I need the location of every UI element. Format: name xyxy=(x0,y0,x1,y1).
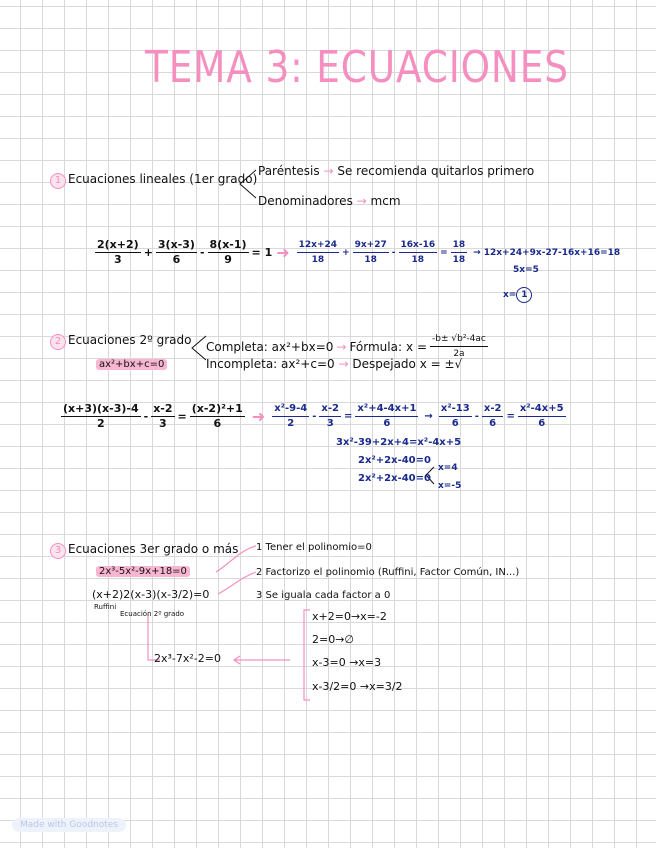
solution-2: x=-5 xyxy=(438,481,462,491)
arrow-right-icon: → xyxy=(424,411,433,422)
branch-text: Se recomienda quitarlos primero xyxy=(337,164,535,178)
result-line: 12x+24+9x-27-16x+16=18 xyxy=(483,247,621,258)
section-2-heading xyxy=(50,333,191,350)
fraction: $\frac{8(x-1)}{9}$ xyxy=(209,238,247,266)
branch-completa: Completa: ax²+bx=0 → Fórmula: x = $\frac{\text{-b± √b²-4ac}}{2a}$ xyxy=(206,334,486,359)
branch-parentesis xyxy=(258,164,534,178)
arrow-right-icon: → xyxy=(338,357,349,371)
fraction: $\frac{2(x+2)}{3}$ xyxy=(97,238,139,266)
step-2: 2 Factorizo el polinomio (Ruffini, Factor Común, IN...) xyxy=(256,567,520,578)
section-number: 2 xyxy=(50,334,66,350)
step-line-2: 2x²+2x-40=0 xyxy=(358,455,431,466)
root-2: 2=0→∅ xyxy=(312,633,355,646)
page-title: TEMA 3: ECUACIONES xyxy=(145,42,569,93)
section-number: 1 xyxy=(50,173,66,189)
arrow-right-icon: ➜ xyxy=(276,243,290,262)
section-number: 3 xyxy=(50,543,66,559)
root-1: x+2=0→x=-2 xyxy=(312,610,387,623)
goodnotes-badge: Made with Goodnotes xyxy=(12,818,126,832)
step-3: 3 Se iguala cada factor a 0 xyxy=(256,590,391,601)
operator: + xyxy=(143,246,153,259)
solution-1: x=4 xyxy=(438,463,458,473)
arrow-right-icon: → xyxy=(336,339,347,354)
polynomial: 2x³-5x²-9x+18=0 xyxy=(96,566,190,577)
equation-2: $\frac{(x+3)(x-3)-4}{2}$ - $\frac{x-2}{3}$ = $\frac{\text{(x-2)²+1}}{6}$ ➜ $\frac{\text{x²-9-4}}{2}$ - $\frac{x-2}{3}$ = $\frac{\text{x²+4-4x+1}}{6}$ → $\frac{\text{x²-13}}{6}$ - $\frac{x-2}{6}$ = $\frac{\text{x²-4x+5}}{6}$ xyxy=(63,402,564,430)
equation-1: $\frac{2(x+2)}{3}$ + $\frac{3(x-3)}{6}$ - $\frac{8(x-1)}{9}$ = 1 ➜ $\frac{12x+24}{18}$ + $\frac{9x+27}{18}$ - $\frac{16x-16}{18}$ = $\frac{18}{18}$ → 12x+24+9x-27-16x+16=18 xyxy=(97,238,621,266)
branch-label: Paréntesis xyxy=(258,164,320,178)
section-2-title: Ecuaciones 2º grado xyxy=(68,333,192,347)
general-form: ax²+bx+c=0 xyxy=(96,359,167,370)
arrow-right-icon: ➜ xyxy=(251,407,266,426)
solution-circle: 1 xyxy=(516,287,532,303)
note-segundo-grado: Ecuación 2º grado xyxy=(120,610,185,618)
factored-form: (x+2)2(x-3)(x-3/2)=0 xyxy=(92,588,210,601)
note-ruffini: Ruffini xyxy=(94,603,117,611)
fraction: $\frac{3(x-3)}{6}$ xyxy=(157,238,195,266)
result-line-2: 5x=5 xyxy=(513,265,539,275)
branch-denominadores xyxy=(258,194,401,208)
branch-incompleta: Incompleta: ax²+c=0 → Despejado x = ±√ xyxy=(206,357,463,371)
arrow-right-icon: → xyxy=(356,194,367,208)
operator: - xyxy=(199,246,205,259)
branch-text: mcm xyxy=(370,194,401,208)
arrow-right-icon: → xyxy=(323,164,334,178)
root-4: x-3/2=0 →x=3/2 xyxy=(312,680,403,693)
section-3-heading xyxy=(50,542,238,559)
result-line-3: x= 1 xyxy=(503,287,532,303)
step-1: 1 Tener el polinomio=0 xyxy=(256,542,372,553)
cubic-equation: 2x³-7x²-2=0 xyxy=(154,652,221,665)
arrow-right-icon: → xyxy=(473,247,481,258)
section-3-title: Ecuaciones 3er grado o más xyxy=(68,542,239,556)
step-line-3: 2x²+2x-40=0 xyxy=(358,473,431,484)
section-1-title: Ecuaciones lineales (1er grado) xyxy=(68,172,258,186)
equals: = 1 xyxy=(251,246,273,259)
root-3: x-3=0 →x=3 xyxy=(312,656,382,669)
section-1-heading xyxy=(50,172,257,189)
step-line-1: 3x²-39+2x+4=x²-4x+5 xyxy=(336,437,462,448)
branch-label: Denominadores xyxy=(258,194,353,208)
